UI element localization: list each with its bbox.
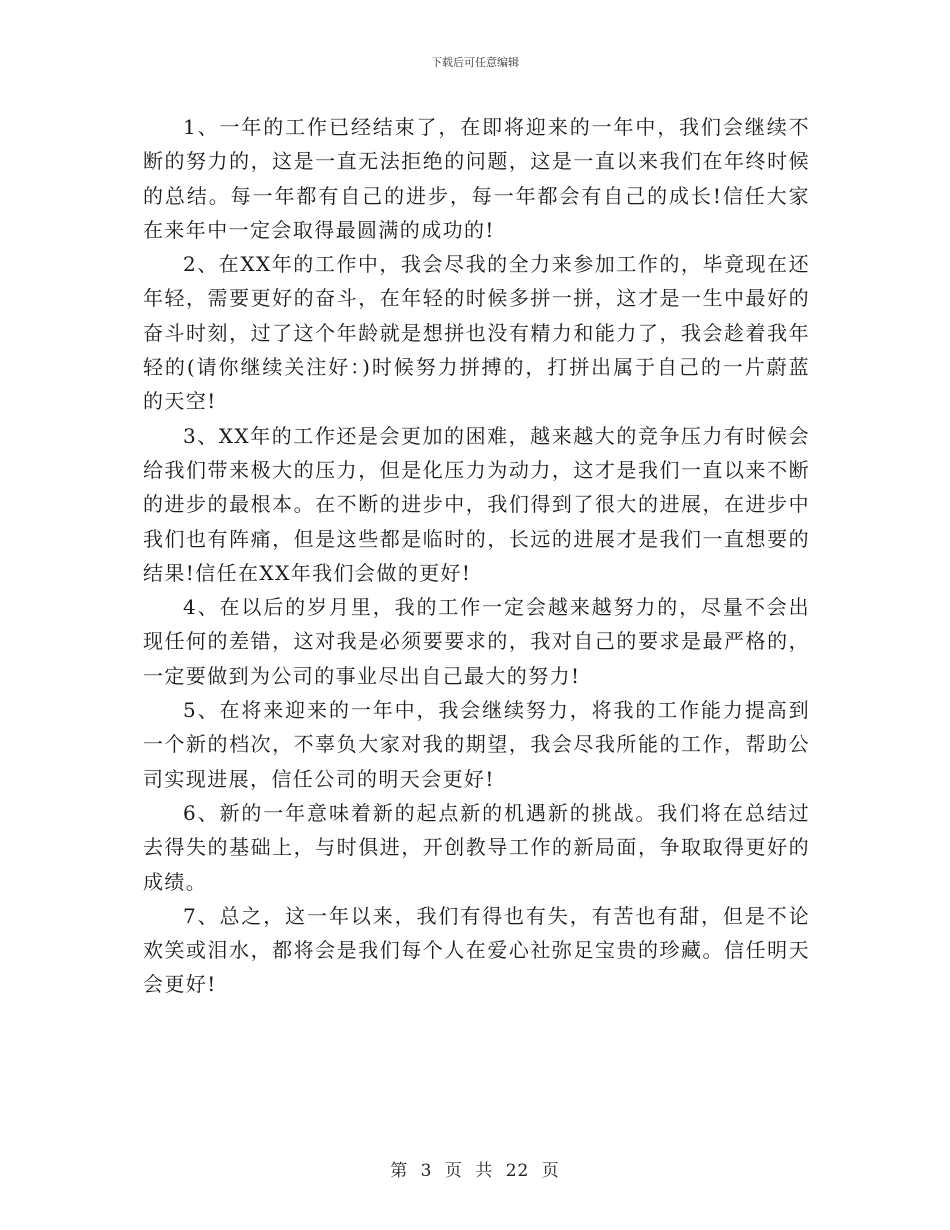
page-header: 下载后可任意编辑 — [431, 56, 519, 69]
paragraph-6: 6、新的一年意味着新的起点新的机遇新的挑战。我们将在总结过去得失的基础上，与时俱进，开创教导工作的新局面，争取取得更好的成绩。 — [143, 800, 810, 894]
paragraph-5: 5、在将来迎来的一年中，我会继续努力，将我的工作能力提高到一个新的档次，不辜负大家对我的期望，我会尽我所能的工作，帮助公司实现进展，信任公司的明天会更好! — [143, 698, 810, 791]
page-footer: 第 3 页 共 22 页 — [390, 1161, 560, 1181]
paragraph-2: 2、在XX年的工作中，我会尽我的全力来参加工作的，毕竟现在还年轻，需要更好的奋斗，在年轻的时候多拼一拼，这才是一生中最好的奋斗时刻，过了这个年龄就是想拼也没有精力和能力了，我会趁着我年轻的(请你继续关注好：)时候努力拼搏的，打拼出属于自己的一片蔚蓝的天空! — [143, 252, 810, 414]
paragraph-3: 3、XX年的工作还是会更加的困难，越来越大的竞争压力有时候会给我们带来极大的压力，但是化压力为动力，这才是我们一直以来不断的进步的最根本。在不断的进步中，我们得到了很大的进展，在进步中我们也有阵痛，但是这些都是临时的，长远的进展才是我们一直想要的结果!信任在XX年我们会做的更好! — [143, 423, 810, 585]
paragraph-4: 4、在以后的岁月里，我的工作一定会越来越努力的，尽量不会出现任何的差错，这对我是必须要要求的，我对自己的要求是最严格的，一定要做到为公司的事业尽出自己最大的努力! — [143, 595, 810, 688]
paragraph-1: 1、一年的工作已经结束了，在即将迎来的一年中，我们会继续不断的努力的，这是一直无法拒绝的问题，这是一直以来我们在年终时候的总结。每一年都有自己的进步，每一年都会有自己的成长!信任大家在来年中一定会取得最圆满的成功的! — [143, 115, 810, 242]
paragraph-7: 7、总之，这一年以来，我们有得也有失，有苦也有甜，但是不论欢笑或泪水，都将会是我们每个人在爱心社弥足宝贵的珍藏。信任明天会更好! — [143, 903, 810, 997]
document-body — [143, 110, 810, 1002]
